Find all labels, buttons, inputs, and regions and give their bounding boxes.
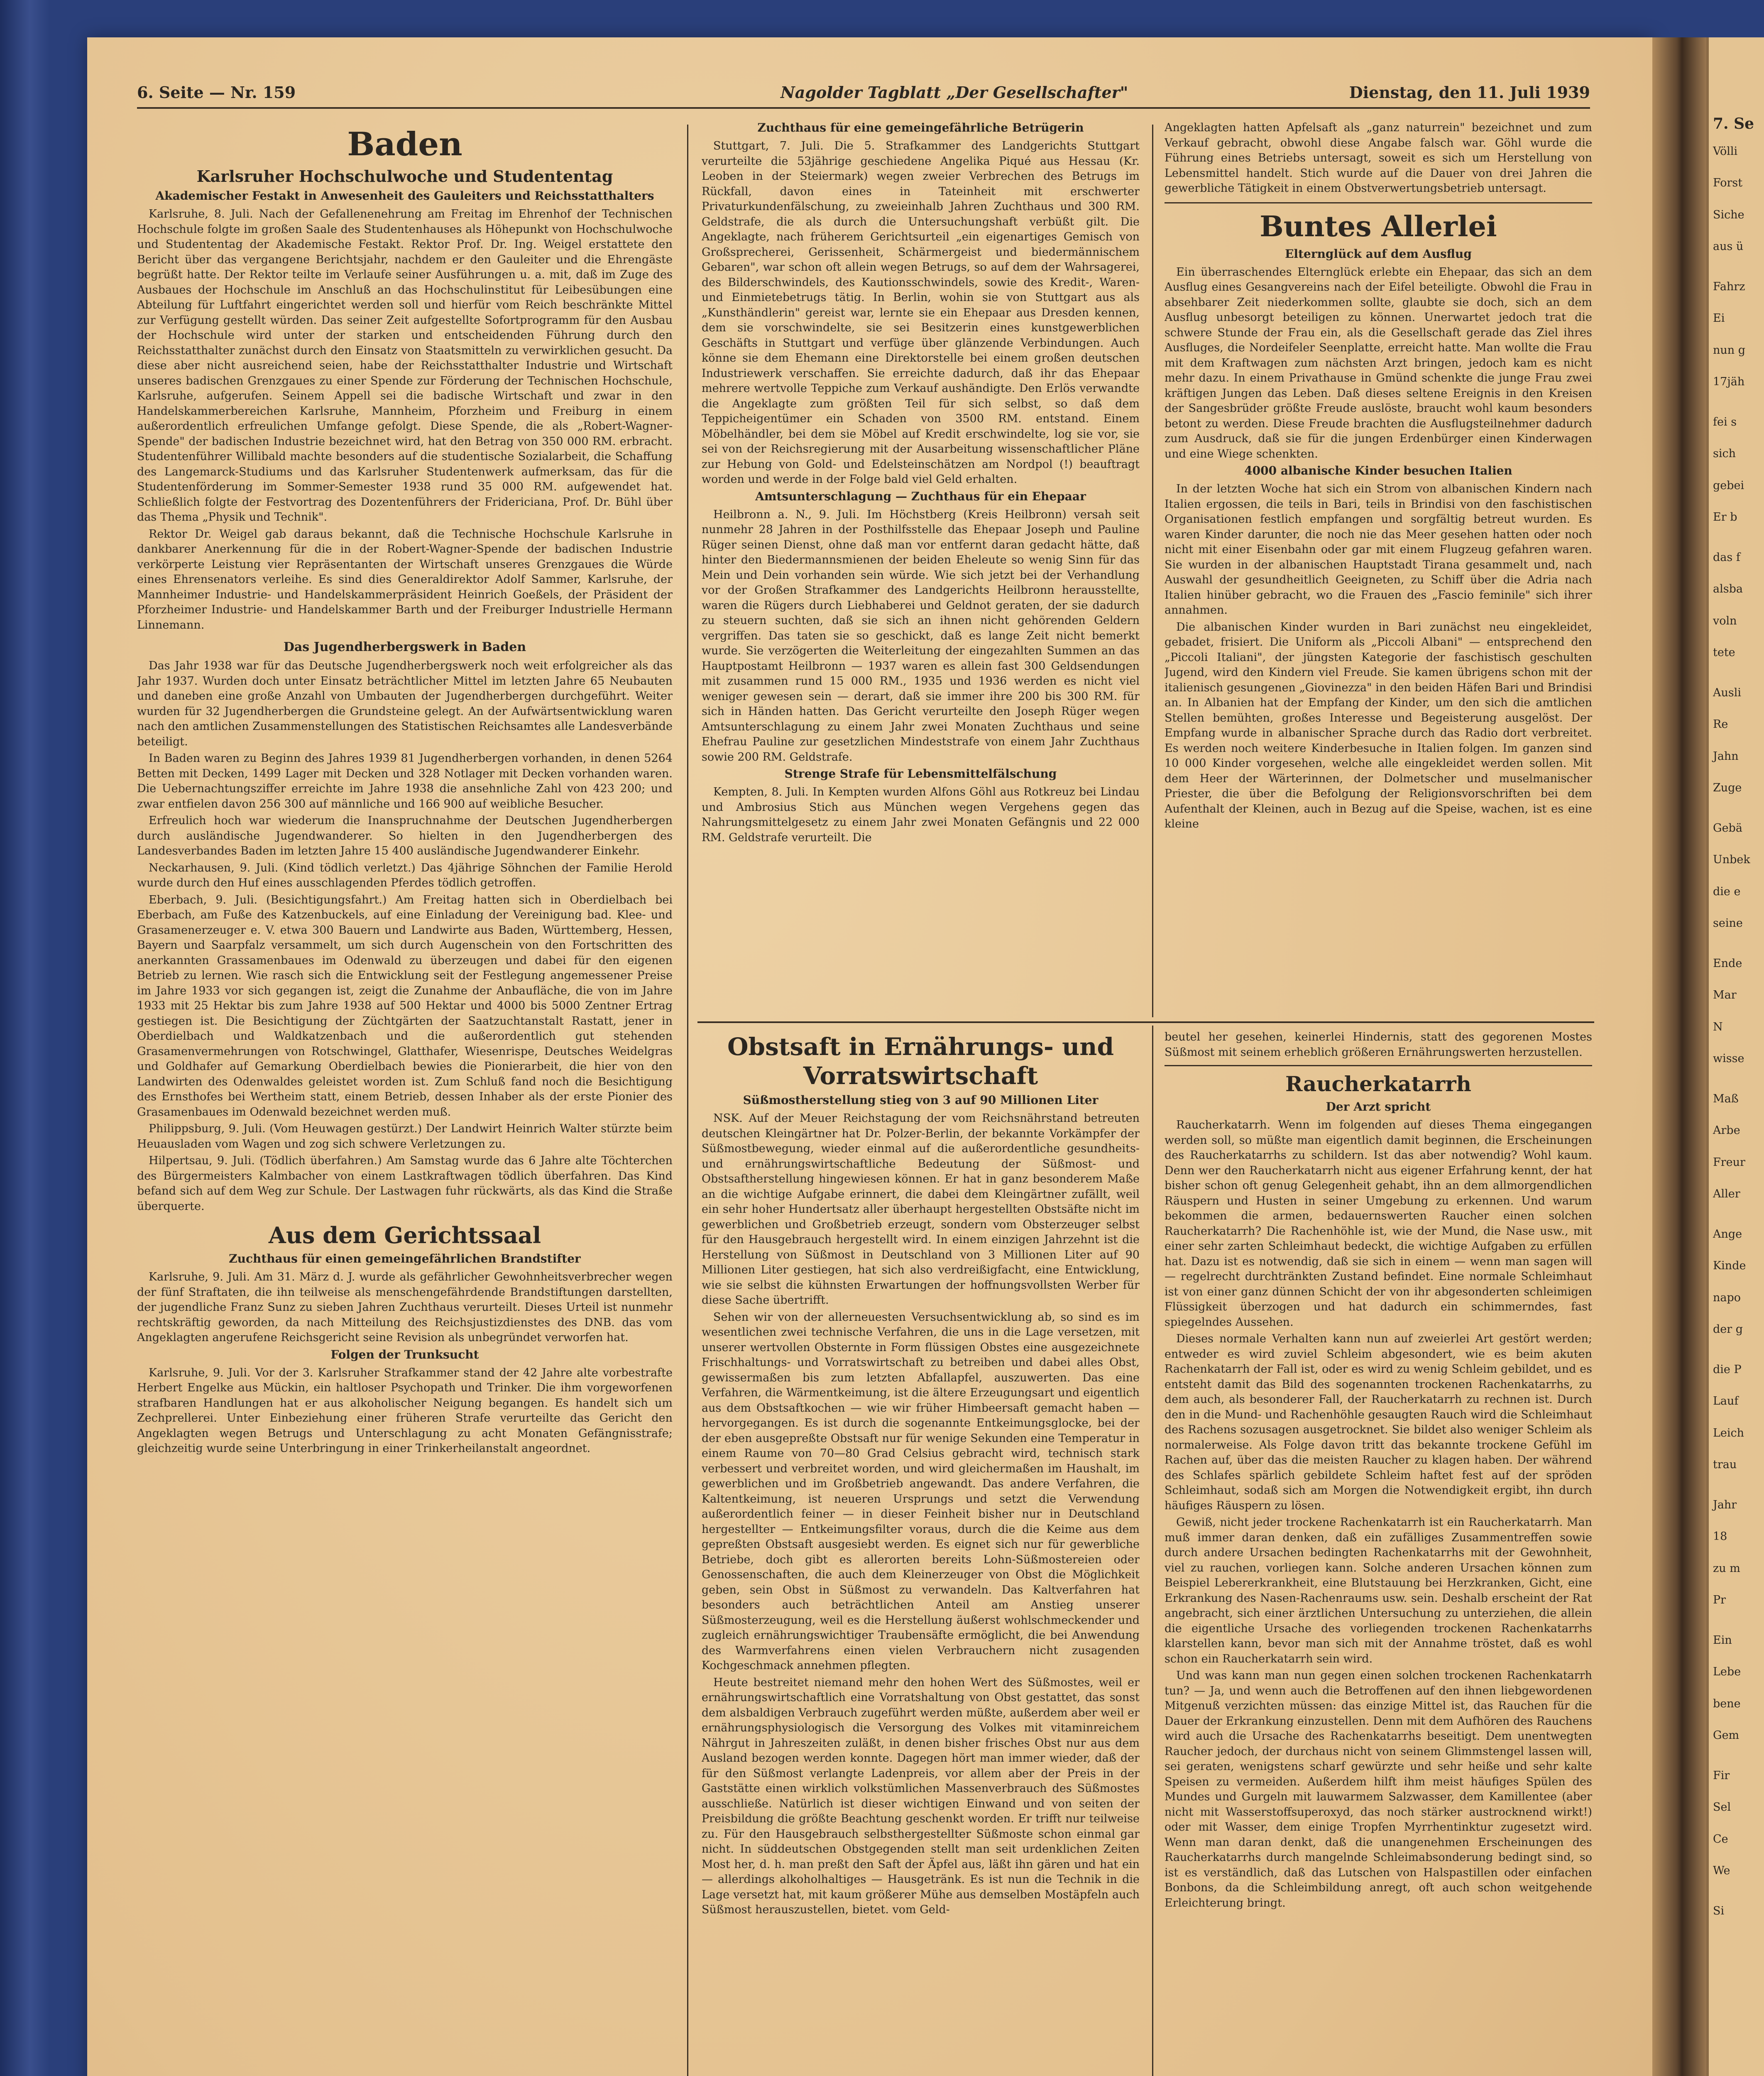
- page-header: [137, 83, 1590, 108]
- article-title-obstsaft: Obstsaft in Ernährungs- und Vorratswirtschaft: [727, 1033, 1114, 1090]
- next-page-line: Maß: [1713, 1092, 1739, 1105]
- news-item: Neckarhausen, 9. Juli. (Kind tödlich verletzt.) Das 4jährige Söhnchen der Familie Herold wurde durch den Huf eines ausschlagenden Pferdes tödlich getroffen.: [137, 861, 673, 889]
- next-page-line: gebei: [1713, 479, 1744, 492]
- article-title-brandstifter: Zuchthaus für einen gemeingefährlichen Brandstifter: [229, 1252, 581, 1266]
- article-paragraph: Karlsruhe, 9. Juli. Vor der 3. Karlsruher Strafkammer stand der 42 Jahre alte vorbestrafte Herbert Engelke aus Mückin, ein haltloser Psychopath und Trinker. Die ihm vorgeworfenen strafbaren Handlungen hat er aus alkoholischer Neigung begangen. Es handelt sich um Zechprellerei. Unter Einbeziehung einer früheren Strafe verurteilte das Gericht den Angeklagten wegen Betrugs und Unterschlagung zu acht Monaten Gefängnisstrafe; gleichzeitig wurde seine Unterbringung in einer Trinkerheilanstalt angeordnet.: [137, 1366, 673, 1455]
- next-page-line: Fir: [1713, 1769, 1730, 1782]
- next-page-line: voln: [1713, 614, 1737, 627]
- next-page-line: Gem: [1713, 1729, 1740, 1742]
- article-title-raucherkatarrh: Raucherkatarrh: [1285, 1072, 1471, 1096]
- column-gerichtsberichte: [702, 120, 1140, 1017]
- next-page-line: zu m: [1713, 1562, 1740, 1575]
- next-page-line: Sel: [1713, 1801, 1731, 1814]
- next-page-line: die e: [1713, 885, 1741, 898]
- next-page-line: N: [1713, 1020, 1723, 1033]
- article-paragraph: NSK. Auf der Meuer Reichstagung der vom Reichsnährstand betreuten deutschen Kleingärtner hat Dr. Polzer-Berlin, der bekannte Vorkämpfer der Süßmostbewegung, wieder einmal auf die außerordentliche gesundheits- und ernährungswirtschaftliche Bedeutung der Süßmost- und Obstsaftherstellung hingewiesen können. Er hat in ganz besonderem Maße an die wichtige Aufgabe erinnert, die dabei dem Kleingärtner zufällt, weil ein sehr hoher Hundertsatz aller überhaupt hergestellten Obstsäfte nicht im gewerblichen und Großbetrieb erzeugt, sondern vom Obsterzeuger selbst für den Hausgebrauch hergestellt wird. In einem einzigen Jahrzehnt ist die Herstellung von Süßmost in Deutschland von 3 Millionen Liter auf 90 Millionen Liter gestiegen, hat sich also verdreißigfacht, eine Entwicklung, wie sie selbst die kühnsten Erwartungen der hoffnungsvollsten Werber für diese Sache übertrifft.: [702, 1112, 1140, 1307]
- next-page-line: Unbek: [1713, 853, 1750, 866]
- next-page-line: Ce: [1713, 1832, 1728, 1846]
- next-page-line: sich: [1713, 447, 1736, 460]
- section-rule: [1165, 1065, 1592, 1066]
- next-page-line: Kinde: [1713, 1259, 1746, 1272]
- column-divider: [687, 125, 688, 2076]
- next-page-line: Mar: [1713, 989, 1737, 1001]
- header-page-number: 6. Seite — Nr. 159: [137, 83, 296, 102]
- article-paragraph: Die albanischen Kinder wurden in Bari zunächst neu eingekleidet, gebadet, frisiert. Die Uniform als „Piccoli Albani" — entsprechend den „Piccoli Italiani", der jüngsten Kategorie der faschistisch geschulten Jugend, wird den Kindern viel Freude. Sie kamen übrigens schon mit der italienisch gesungenen „Giovinezza" in den beiden Häfen Bari und Brindisi an. In Albanien hat der Empfang der Kinder, um den sich die amtlichen Stellen bemühten, großes Interesse und Begeisterung ausgelöst. Der Empfang wurde in albanischer Sprache durch das Radio dort verbreitet. Es werden noch weitere Kinderbesuche in Italien folgen. Im ganzen sind 10 000 Kinder vorgesehen, welche alle eingekleidet werden sollen. Mit dem Heer der Wärterinnen, der Dolmetscher und muselmanischer Priester, die über die Befolgung der Religionsvorschriften bei dem Aufenthalt der Kleinen, auch in Bezug auf die Speise, wachen, ist es eine kleine: [1165, 620, 1592, 830]
- next-page-line: wisse: [1713, 1052, 1744, 1065]
- article-paragraph: In der letzten Woche hat sich ein Strom von albanischen Kindern nach Italien ergossen, die teils in Bari, teils in Brindisi von den faschistischen Organisationen festlich empfangen und sorgfältig betreut wurden. Es waren Kinder darunter, die noch nie das Meer gesehen hatten oder noch nicht mit einer Eisenbahn oder gar mit einem Flugzeug gefahren waren. Sie wurden in der albanischen Hauptstadt Tirana gesammelt und, nach Auswahl der gesundheitlich Geeigneten, zu Schiff über die Adria nach Italien hinüber gebracht, wo die Frauen des „Fascio feminile" sich ihrer annahmen.: [1165, 482, 1592, 617]
- article-paragraph: Ein überraschendes Elternglück erlebte ein Ehepaar, das sich an dem Ausflug eines Gesangvereins nach der Eifel beteiligte. Obwohl die Frau in absehbarer Zeit niederkommen sollte, glaubte sie doch, sich an dem Ausflug unbesorgt beteiligen zu können. Unerwartet jedoch trat die schwere Stunde der Frau ein, als die Gesellschaft gerade das Ziel ihres Ausfluges, die Nordeifeler Seenplatte, erreicht hatte. Man wollte die Frau mit dem Kraftwagen zum nächsten Arzt bringen, jedoch kam es nicht mehr dazu. In einem Privathause in Gmünd schenkte die junge Frau zwei kräftigen Jungen das Leben. Daß dieses seltene Ereignis in den Kreisen der Sangesbrüder größte Freude auslöste, braucht wohl kaum besonders betont zu werden. Diese Freude brachten die Ausflugsteilnehmer dadurch zum Ausdruck, daß sie für die jungen Erdenbürger einen Kinderwagen und eine Wiege schenkten.: [1165, 265, 1592, 460]
- article-paragraph: Gewiß, nicht jeder trockene Rachenkatarrh ist ein Raucherkatarrh. Man muß immer daran denken, daß ein zufälliges Zusammentreffen sowie durch andere Ursachen bedingten Rachenkatarrhs mit der Gewohnheit, viel zu rauchen, vorliegen kann. Solche anderen Ursachen können zum Beispiel Lebererkrankheit, eine Blutstauung bei Herzkranken, Gicht, eine Erkrankung des Nasen-Rachenraums usw. sein. Deshalb erscheint der Rat angebracht, sich einer ärztlichen Untersuchung zu unterziehen, die allein die eigentliche Ursache des vorliegenden trockenen Rachenkatarrhs klarstellen kann, bevor man sich mit der Annahme tröstet, daß es wohl schon ein Raucherkatarrh sein wird.: [1165, 1516, 1592, 1665]
- article-paragraph: Heilbronn a. N., 9. Juli. Im Höchstberg (Kreis Heilbronn) versah seit nunmehr 28 Jahren in der Posthilfsstelle das Ehepaar Joseph und Pauline Rüger seinen Dienst, ohne daß man vor entfernt daran gedacht hätte, daß hinter den Biedermannsmienen der beiden Eheleute so wenig Sinn für das Mein und Dein vorhanden sein würde. Wie sich jetzt bei der Verhandlung vor der Großen Strafkammer des Landgerichts Heilbronn herausstellte, waren die Rügers durch Liebhaberei und Geldnot geraten, der sie dadurch zu steuern suchten, daß sie sich an ihnen nicht gehörenden Geldern vergriffen. Das taten sie so geschickt, daß es lange Zeit nicht bemerkt wurde. Sie verzögerten die Weiterleitung der eingezahlten Summen an das Hauptpostamt Heilbronn — 1937 waren es allein fast 300 Geldsendungen mit zusammen rund 15 000 RM., 1935 und 1936 werden es nicht viel weniger gewesen sein — derart, daß sie immer ihre 200 bis 300 RM. für sich in Händen hatten. Das Gericht verurteilte den Joseph Rüger wegen Amtsunterschlagung zu einem Jahr zwei Monaten Zuchthaus und seine Ehefrau Pauline zur gesetzlichen Mindeststrafe von einem Jahr Zuchthaus sowie 200 RM. Geldstrafe.: [702, 508, 1140, 764]
- article-paragraph: Und was kann man nun gegen einen solchen trockenen Rachenkatarrh tun? — Ja, und wenn auch die Betroffenen auf den ihnen liebgewordenen Mitgenuß verzichten müssen: das einzige Mittel ist, das Rauchen für die Dauer der Erkrankung einzustellen. Denn mit dem Aufhören des Rauchens wird auch die Ursache des Rachenkatarrhs beseitigt. Dem unentwegten Raucher jedoch, der durchaus nicht von seinem Glimmstengel lassen will, sei geraten, wenigstens scharf gewürzte und sehr heiße und sehr kalte Speisen zu vermeiden. Außerdem hilft ihm meist häufiges Spülen des Mundes und Gurgeln mit lauwarmem Salzwasser, dem Kamillentee (aber nicht mit Wasserstoffsuperoxyd, das noch stärker austrocknend wirkt!) oder mit Wasser, dem einige Tropfen Myrrhentinktur zugesetzt wird. Wenn man daran denkt, daß die unangenehmen Erscheinungen des Raucherkatarrhs durch mangelnde Schleimabsonderung bedingt sind, so ist es verständlich, daß das Lutschen von Halspastillen oder einfachen Bonbons, da die Schleimbildung anregt, oft auch schon weitgehende Erleichterung bringt.: [1165, 1669, 1592, 1910]
- next-page-line: 17jäh: [1713, 375, 1745, 388]
- article-title-elternglueck: Elternglück auf dem Ausflug: [1285, 247, 1472, 261]
- column-baden: [137, 120, 673, 2076]
- next-page-line: Ange: [1713, 1227, 1742, 1241]
- article-paragraph: beutel her gesehen, keinerlei Hindernis, statt des gegorenen Mostes Süßmost mit seinem erheblich größeren Ernährungswerten herzustellen.: [1165, 1031, 1592, 1059]
- article-paragraph: Stuttgart, 7. Juli. Die 5. Strafkammer des Landgerichts Stuttgart verurteilte die 53jährige geschiedene Angelika Piqué aus Hessau (Kr. Leoben in der Steiermark) wegen zweier Verbrechen des Betrugs im Rückfall, davon eines in Tateinheit mit erschwerter Privaturkundenfälschung, zu zweieinhalb Jahren Zuchthaus und 300 RM. Geldstrafe, die als durch die Untersuchungshaft verbüßt gilt. Die Angeklagte, nach früherem Gerichtsurteil „ein eigenartiges Gemisch von Großsprecherei, Gerissenheit, Schärmergeist und biedermännischem Gebaren", war schon oft allein wegen Betrugs, so auf dem der Wahrsagerei, des Bilderschwindels, des Kautionsschwindels, sowie des Kredit-, Waren- und Einmietebetrugs tätig. In Berlin, wohin sie von Stuttgart aus als „Kunsthändlerin" gereist war, lernte sie ein Ehepaar aus Dresden kennen, dem sie vorschwindelte, sie sei Besitzerin eines kunstgewerblichen Geschäfts in Stuttgart und verfüge über glänzende Verbindungen. Auch könne sie dem Ehemann eine Direktorstelle bei einem großen deutschen Industriewerk verschaffen. Sie erreichte dadurch, daß ihr das Ehepaar mehrere wertvolle Teppiche zum Verkauf aushändigte. Den Erlös verwandte die Angeklagte zum größten Teil für sich selbst, so daß dem Teppicheigentümer ein Schaden von 3500 RM. entstand. Einem Möbelhändler, bei dem sie Möbel auf Kredit erschwindelte, log sie vor, sie sei von der Reichsregierung mit der Ausarbeitung wissenschaftlicher Pläne zur Hebung von Gold- und Edelsteinschätzen am Nordpol (!) beauftragt worden und werde in der Folge bald viel Geld erhalten.: [702, 140, 1140, 486]
- next-page-line: Arbe: [1713, 1124, 1740, 1137]
- next-page-line: Ei: [1713, 312, 1725, 325]
- next-page-line: Lebe: [1713, 1665, 1741, 1678]
- article-title-trunksucht: Folgen der Trunksucht: [330, 1347, 479, 1361]
- article-paragraph: In Baden waren zu Beginn des Jahres 1939 81 Jugendherbergen vorhanden, in denen 5264 Betten mit Decken, 1499 Lager mit Decken und 328 Notlager mit Decken vorhanden waren. Die Uebernachtungsziffer erreichte im Jahre 1938 die ansehnliche Zahl von 423 200; und zwar entfielen davon 256 300 auf männliche und 166 900 auf weibliche Besucher.: [137, 752, 673, 810]
- next-page-line: Zuge: [1713, 781, 1742, 794]
- page-fold: [1652, 37, 1706, 2076]
- news-item: Philippsburg, 9. Juli. (Vom Heuwagen gestürzt.) Der Landwirt Heinrich Walter stürzte beim Heuausladen vom Wagen und zog sich schwere Verletzungen zu.: [137, 1122, 673, 1151]
- article-paragraph: Angeklagten hatten Apfelsaft als „ganz naturrein" bezeichnet und zum Verkauf gebracht, obwohl diese Angabe falsch war. Göhl wurde die Führung eines Betriebs untersagt, soweit es sich um Herstellung von Lebensmittel handelt. Stich wurde auf die Dauer von drei Jahren die gewerbliche Tätigkeit in einem Obstverwertungsbetrieb untersagt.: [1165, 121, 1592, 195]
- news-item: Hilpertsau, 9. Juli. (Tödlich überfahren.) Am Samstag wurde das 6 Jahre alte Töchterchen des Bürgermeisters Kalmbacher von einem Lastkraftwagen tödlich überfahren. Das Kind befand sich auf dem Weg zur Schule. Der Lastwagen fuhr rückwärts, als das Kind die Straße überquerte.: [137, 1154, 673, 1213]
- next-page-line: Pr: [1713, 1594, 1726, 1606]
- next-page-line: Völli: [1713, 144, 1738, 158]
- next-page-line: alsba: [1713, 583, 1743, 595]
- article-subtitle-arzt: Der Arzt spricht: [1326, 1100, 1431, 1114]
- article-title-betruegerin: Zuchthaus für eine gemeingefährliche Betrügerin: [757, 121, 1084, 135]
- next-page-line: Ausli: [1713, 686, 1742, 699]
- book-spine: [0, 0, 50, 2076]
- next-page-column: [1713, 115, 1763, 1935]
- article-paragraph: Sehen wir von der allerneuesten Versuchsentwicklung ab, so sind es im wesentlichen zwei technische Verfahren, die uns in die Lage versetzen, mit unserer wertvollen Obsternte in Form flüssigen Obstes eine ausgezeichnete Frischhaltungs- und Vorratswirtschaft zu betreiben und dabei alles Obst, gewissermaßen bis zum letzten Abfallapfel, auszuwerten. Das eine Verfahren, die Wärmentkeimung, ist die ältere Erzeugungsart und eigentlich aus dem Obstsaftkochen — wie wir früher Himbeersaft gemacht haben — hervorgegangen. Es ist durch die sogenannte Entkeimungsglocke, bei der der eben ausgepreßte Obstsaft nur für wenige Sekunden eine Temperatur in einem Raume von 70—80 Grad Celsius gebracht wird, technisch stark verbessert und verbreitet worden, und wird gleichermaßen im Haushalt, im gewerblichen und im Großbetrieb angewandt. Das andere Verfahren, die Kaltentkeimung, ist neueren Ursprungs und setzt die Verwendung außerordentlich feiner — in dieser Feinheit bisher nur in Deutschland hergestellter — Entkeimungsfilter voraus, durch die die Keime aus dem gepreßten Obstsaft ausgesiebt werden. Es eignet sich nur für gewerbliche Betriebe, doch gibt es allerorten bereits Lohn-Süßmostereien oder Genossenschaften, die auch dem Kleinerzeuger von Obst die Möglichkeit geben, sein Obst in Süßmost zu verwandeln. Das Kaltverfahren hat besonders auch beträchtlichen Anteil am Anstieg unserer Süßmosterzeugung, weil es die Herstellung äußerst wohlschmeckender und zugleich ernährungswichtiger Traubensäfte ermöglicht, die bei Anwendung des Warmverfahrens einen vielen Verbrauchern nicht zusagenden Kochgeschmack annehmen pflegten.: [702, 1310, 1140, 1672]
- header-date: Dienstag, den 11. Juli 1939: [1349, 83, 1590, 102]
- next-page-line: das f: [1713, 551, 1740, 564]
- article-title-jugendherberge: Das Jugendherbergswerk in Baden: [283, 640, 526, 654]
- next-page-line: Re: [1713, 718, 1728, 731]
- next-page-line: Forst: [1713, 176, 1743, 189]
- article-paragraph: Raucherkatarrh. Wenn im folgenden auf dieses Thema eingegangen werden soll, so müßte man eigentlich damit beginnen, die Erscheinungen des Raucherkatarrhs zu schildern. Ist das aber notwendig? Wohl kaum. Denn wer den Raucherkatarrh nicht aus eigener Erfahrung kennt, der hat bisher schon oft genug Gelegenheit gehabt, ihn an dem allmorgendlichen Räuspern und Husten in seiner Umgebung zu erkennen. Und warum bekommen die armen, bedauernswerten Raucher einen solchen Raucherkatarrh? Die Rachenhöhle ist, wie der Mund, die Nase usw., mit einer sehr zarten Schleimhaut bedeckt, die wichtige Aufgaben zu erfüllen hat. Dazu ist es notwendig, daß sie sich in einem — wenn man sagen will — regelrecht durchtränkten Zustand befindet. Eine normale Schleimhaut ist von einer ganz dünnen Schicht der von ihr abgesonderten schleimigen Flüssigkeit überzogen und hat dadurch ein schimmerndes, fast spiegelndes Aussehen.: [1165, 1119, 1592, 1329]
- article-paragraph: Kempten, 8. Juli. In Kempten wurden Alfons Göhl aus Rotkreuz bei Lindau und Ambrosius Stich aus München wegen Vergehens gegen das Nahrungsmittelgesetz zu einem Jahr zwei Monaten Gefängnis und 22 000 RM. Geldstrafe verurteilt. Die: [702, 786, 1140, 844]
- next-page-line: Gebä: [1713, 821, 1742, 835]
- section-title-buntes-allerlei: Buntes Allerlei: [1260, 210, 1497, 243]
- article-title-lebensmittelfaelschung: Strenge Strafe für Lebensmittelfälschung: [784, 767, 1057, 781]
- article-title-albanische-kinder: 4000 albanische Kinder besuchen Italien: [1244, 464, 1512, 477]
- next-page-line: bene: [1713, 1697, 1741, 1710]
- article-paragraph: Karlsruhe, 8. Juli. Nach der Gefallenenehrung am Freitag im Ehrenhof der Technischen Hochschule folgte im großen Saale des Studentenhauses als Höhepunkt von Hochschulwoche und Studententag der Akademische Festakt. Rektor Prof. Dr. Ing. Weigel erstattete den Bericht über das vergangene Berichtsjahr, nachdem er den Gauleiter und die Ehrengäste begrüßt hatte. Der Rektor teilte im Verlaufe seiner Ausführungen u. a. mit, daß im Zuge des Ausbaues der Hochschule im Anschluß an das Hochschulinstitut für Leibesübungen eine Abteilung für Luftfahrt eingerichtet werden soll und hierfür vom Reich beschränkte Mittel zur Verfügung gestellt würden. Das seiner Zeit aufgestellte Sofortprogramm für den Ausbau der Hochschule wird unter der starken und entscheidenden Führung durch den Reichsstatthalter zunächst durch den Einsatz von Staatsmitteln zu verwirklichen gesucht. Da diese aber nicht ausreichend seien, habe der Reichsstatthalter Industrie und Wirtschaft unseres badischen Grenzgaues zu einer Spende zur Förderung der Technischen Hochschule, Karlsruhe, aufgerufen. Seinem Appell sei die badische Wirtschaft und zwar in den Handelskammerbereichen Karlsruhe, Mannheim, Pforzheim und Freiburg in einem außerordentlich erfreulichen Umfange gefolgt. Diese Spende, die als „Robert-Wagner-Spende" der badischen Industrie bezeichnet wird, hat den Betrag von 350 000 RM. erbracht. Studentenführer Willibald machte besonders auf die studentische Sozialarbeit, die Schaffung des Langemarck-Studiums und das Karlsruher Studentenwerk aufmerksam, das für die Studentenförderung im Sommer-Semester 1938 rund 35 000 RM. aufgewendet hat. Schließlich folgte der Festvortrag des Dozentenführers der Fridericiana, Prof. Dr. Bühl über das Thema „Physik und Technik".: [137, 208, 673, 524]
- next-page-line: Jahr: [1713, 1498, 1737, 1511]
- next-page-line: Lauf: [1713, 1395, 1739, 1408]
- next-page-line: aus ü: [1713, 240, 1744, 253]
- article-title-amtsunterschlagung: Amtsunterschlagung — Zuchthaus für ein Ehepaar: [755, 489, 1086, 503]
- next-page-line: We: [1713, 1864, 1730, 1877]
- header-rule: [137, 107, 1590, 109]
- news-item: Eberbach, 9. Juli. (Besichtigungsfahrt.) Am Freitag hatten sich in Oberdielbach bei Eberbach, am Fuße des Katzenbuckels, auf eine Einladung der Vereinigung bad. Klee- und Grasamenerzeuger e. V. etwa 300 Bauern und Landwirte aus Baden, Württemberg, Hessen, Bayern und Saarpfalz versammelt, um sich durch Augenschein von den Fortschritten des anerkannten Grassamenbaues im Odenwald zu überzeugen und dabei für den eigenen Betrieb zu lernen. Wie rasch sich die Entwicklung seit der Festlegung angemessener Preise im Jahre 1933 vor sich gegangen ist, zeigt die Zunahme der Anbaufläche, die von im Jahre 1933 mit 25 Hektar bis zum Jahre 1938 auf 500 Hektar und 4000 bis 5000 Zentner Ertrag gestiegen ist. Die Besichtigung der Züchtgärten der Saatzuchtanstalt Rastatt, jener in Oberdielbach und Waldkatzenbach und die außerordentlich gut stehenden Grasamenvermehrungen von Rotschwingel, Glatthafer, Wiesenrispe, Deutsches Weidelgras und Goldhafer auf Gemarkung Oberdielbach bewies die Pionierarbeit, die hier von den Landwirten des Odenwaldes geleistet worden ist. Zum Schluß fand noch die Besichtigung des Ernsthofes bei Wertheim statt, einem Betrieb, dessen Inhaber als der erste Pionier des Grasamenbaues im Odenwald bezeichnet werden muß.: [137, 893, 673, 1119]
- next-page-line: Fahrz: [1713, 280, 1745, 293]
- article-paragraph: Erfreulich hoch war wiederum die Inanspruchnahme der Deutschen Jugendherbergen durch ausländische Jugendwanderer. So hielten in den Jugendherbergen des Landesverbandes Baden im letzten Jahre 15 400 ausländische Jugendwanderer Einkehr.: [137, 814, 673, 857]
- next-page-line: tete: [1713, 646, 1735, 659]
- column-divider: [1152, 125, 1153, 1017]
- next-page-line: Siche: [1713, 208, 1744, 221]
- column-buntes-allerlei: [1165, 120, 1592, 1017]
- section-divider: [697, 1021, 1594, 1023]
- article-paragraph: Karlsruhe, 9. Juli. Am 31. März d. J. wurde als gefährlicher Gewohnheitsverbrecher wegen der fünf Straftaten, die ihn teilweise als menschengefährdende Brandstiftungen darstellten, der jugendliche Franz Sunz zu sieben Jahren Zuchthaus verurteilt. Dieses Urteil ist nunmehr rechtskräftig geworden, da nach Mitteilung des Reichsjustizdienstes des DNB. das vom Angeklagten angerufene Reichsgericht seine Revision als unbegründet verworfen hat.: [137, 1271, 673, 1344]
- article-title-hochschulwoche: Karlsruher Hochschulwoche und Studententag: [196, 167, 613, 186]
- next-page-line: 18: [1713, 1530, 1727, 1543]
- next-page-line: Freur: [1713, 1156, 1745, 1169]
- next-page-fragments: [1713, 144, 1763, 1919]
- article-paragraph: Das Jahr 1938 war für das Deutsche Jugendherbergswerk noch weit erfolgreicher als das Jahr 1937. Wurden doch unter Einsatz beträchtlicher Mittel im letzten Jahre 65 Neubauten und daneben eine große Anzahl von Umbauten der Jugendherbergen durchgeführt. Weiter wurden für 32 Jugendherbergen die Grundsteine gelegt. An der Aufwärtsentwicklung waren nach den amtlichen Zusammenstellungen des Statistischen Reichsamtes alle Landesverbände beteiligt.: [137, 659, 673, 748]
- next-page-line: Er b: [1713, 511, 1737, 524]
- article-subtitle-festakt: Akademischer Festakt in Anwesenheit des Gauleiters und Reichsstatthalters: [155, 189, 654, 203]
- article-obstsaft: [702, 1030, 1140, 2076]
- next-page-header: 7. Se: [1713, 115, 1754, 132]
- next-page-line: Aller: [1713, 1187, 1740, 1200]
- article-paragraph: Rektor Dr. Weigel gab daraus bekannt, daß die Technische Hochschule Karlsruhe in dankbarer Anerkennung für die in der Robert-Wagner-Spende der badischen Industrie verkörperte Leistung vier Repräsentanten der Wirtschaft unseres Grenzgaues die Würde eines Ehrensenators verleihe. Es sind dies Generaldirektor Adolf Sammer, Karlsruhe, der Mannheimer Industrie- und Handelskammerpräsident Heinrich Goeßels, der Präsident der Pforzheimer Industrie- und Handelskammer Barth und der Freiburger Industrielle Hermann Linnemann.: [137, 527, 673, 632]
- next-page-line: seine: [1713, 917, 1743, 930]
- next-page-line: nun g: [1713, 343, 1746, 357]
- column-divider: [1152, 1026, 1153, 2076]
- next-page-line: Leich: [1713, 1426, 1744, 1439]
- next-page-line: Ende: [1713, 957, 1742, 970]
- next-page-line: trau: [1713, 1458, 1737, 1471]
- next-page-line: Jahn: [1713, 749, 1739, 763]
- next-page-line: napo: [1713, 1291, 1741, 1304]
- section-title-baden: Baden: [347, 125, 462, 163]
- next-page-line: die P: [1713, 1363, 1742, 1376]
- next-page-line: der g: [1713, 1323, 1743, 1336]
- section-title-gerichtssaal: Aus dem Gerichtssaal: [268, 1222, 541, 1249]
- next-page-edge: [1706, 37, 1764, 2076]
- article-subtitle-suessmost: Süßmostherstellung stieg von 3 auf 90 Millionen Liter: [743, 1093, 1099, 1107]
- article-raucherkatarrh: [1165, 1030, 1592, 2076]
- article-paragraph: Heute bestreitet niemand mehr den hohen Wert des Süßmostes, weil er ernährungswirtschaftlich eine Vorratshaltung von Obst gestattet, das sonst dem alsbaldigen Verbrauch zugeführt werden müßte, außerdem aber weil er ernährungsphysiologisch die Versorgung des Volkes mit vitaminreichem Nährgut in Jahreszeiten zuläßt, in denen bisher frisches Obst nur aus dem Ausland bezogen werden konnte. Dagegen hört man immer wieder, daß der für den Süßmost verlangte Ladenpreis, vor allem aber der Preis in der Gaststätte einen wirklich volkstümlichen Massenverbrauch des Süßmostes ausschließe. Natürlich ist dieser wichtigen Einwand und von seiten der Preisbildung die größte Beachtung geschenkt worden. Er trifft nur teilweise zu. Für den Hausgebrauch selbsthergestellter Süßmoste schon einmal gar nicht. In süddeutschen Obstgegenden stellt man seit urdenklichen Zeiten Most her, d. h. man preßt den Saft der Äpfel aus, läßt ihn gären und hat ein — allerdings alkoholhaltiges — Hausgetränk. Es ist nun die Technik in die Lage versetzt hat, mit kaum größerer Mühe aus demselben Mostäpfeln auch Süßmost herauszustellen, bietet. vom Geld-: [702, 1676, 1140, 1916]
- section-rule: [1165, 202, 1592, 203]
- next-page-line: Ein: [1713, 1633, 1732, 1647]
- next-page-line: fei s: [1713, 415, 1737, 428]
- next-page-line: Si: [1713, 1904, 1725, 1917]
- article-paragraph: Dieses normale Verhalten kann nun auf zweierlei Art gestört werden; entweder es wird zuviel Schleim abgesondert, wie es beim akuten Rachenkatarrh der Fall ist, oder es wird zu wenig Schleim gebildet, und es entsteht damit das Bild des sogenannten trockenen Rachenkatarrhs, zu dem auch, als besonderer Fall, der Raucherkatarrh zu rechnen ist. Durch den in die Mund- und Rachenhöhle gesaugten Rauch wird die Schleimhaut des Rachens sozusagen ausgetrocknet. Sie bildet also weniger Schleim als normalerweise. Als Folge davon tritt das bekannte trockene Gefühl im Rachen auf, über das die meisten Raucher zu klagen haben. Der während des Schlafes spärlich gebildete Schleim haftet fest auf der spröden Schleimhaut, sodaß sich am Morgen die Notwendigkeit ergibt, ihn durch häufiges Räuspern zu lösen.: [1165, 1332, 1592, 1512]
- header-newspaper-name: Nagolder Tagblatt „Der Gesellschafter": [780, 83, 1128, 102]
